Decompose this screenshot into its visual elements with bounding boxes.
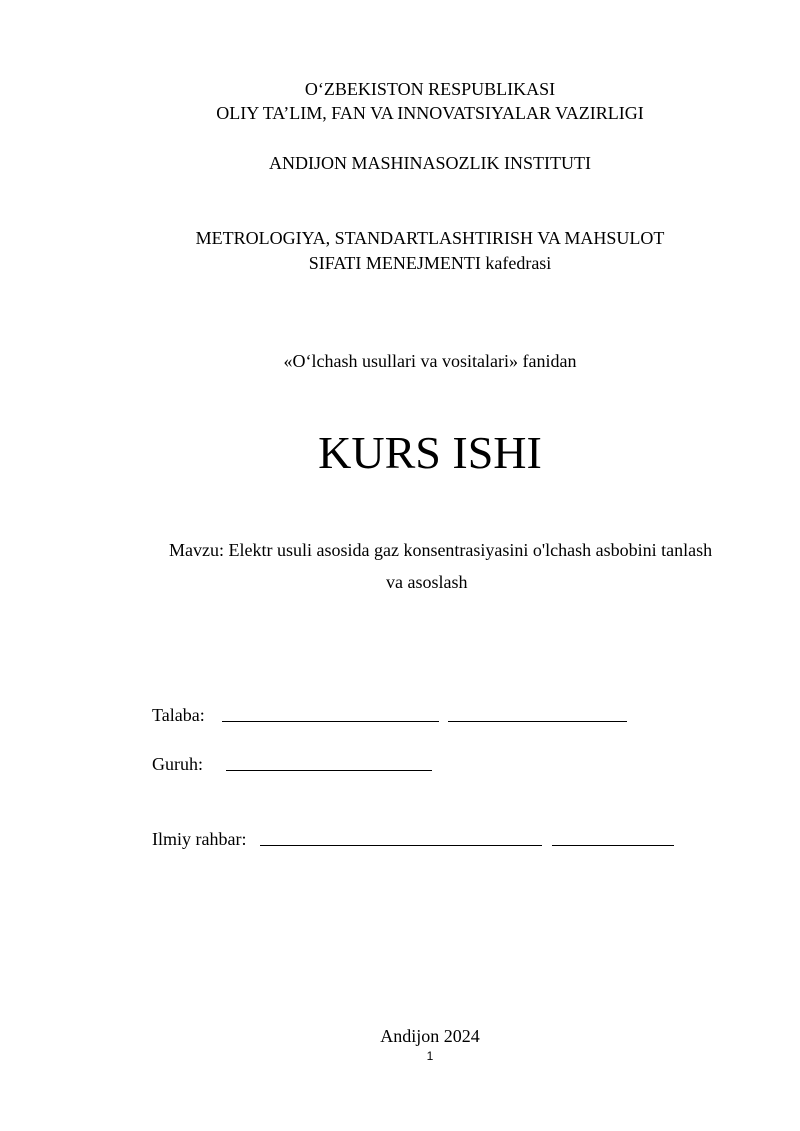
supervisor-name-blank bbox=[260, 845, 542, 846]
subject-line: «O‘lchash usullari va vositalari» fanidan bbox=[283, 351, 577, 371]
group-label: Guruh: bbox=[152, 754, 203, 774]
student-name-blank bbox=[222, 721, 439, 722]
page-number: 1 bbox=[426, 1049, 434, 1063]
supervisor-label: Ilmiy rahbar: bbox=[152, 829, 247, 849]
document-title: KURS ISHI bbox=[318, 427, 542, 478]
department-line-2: SIFATI MENEJMENTI kafedrasi bbox=[308, 253, 552, 273]
header-institute: ANDIJON MASHINASOZLIK INSTITUTI bbox=[269, 153, 591, 173]
header-ministry: OLIY TA’LIM, FAN VA INNOVATSIYALAR VAZIRLIGI bbox=[216, 103, 644, 123]
topic-line-2: va asoslash bbox=[386, 572, 468, 592]
student-signature-blank bbox=[448, 721, 627, 722]
place-year: Andijon 2024 bbox=[380, 1026, 480, 1046]
supervisor-signature-blank bbox=[552, 845, 674, 846]
department-line-1: METROLOGIYA, STANDARTLASHTIRISH VA MAHSULOT bbox=[195, 228, 665, 248]
group-blank bbox=[226, 770, 432, 771]
topic-line-1: Mavzu: Elektr usuli asosida gaz konsentrasiyasini o'lchash asbobini tanlash bbox=[169, 540, 713, 560]
student-label: Talaba: bbox=[152, 705, 205, 725]
header-republic: O‘ZBEKISTON RESPUBLIKASI bbox=[304, 79, 556, 99]
